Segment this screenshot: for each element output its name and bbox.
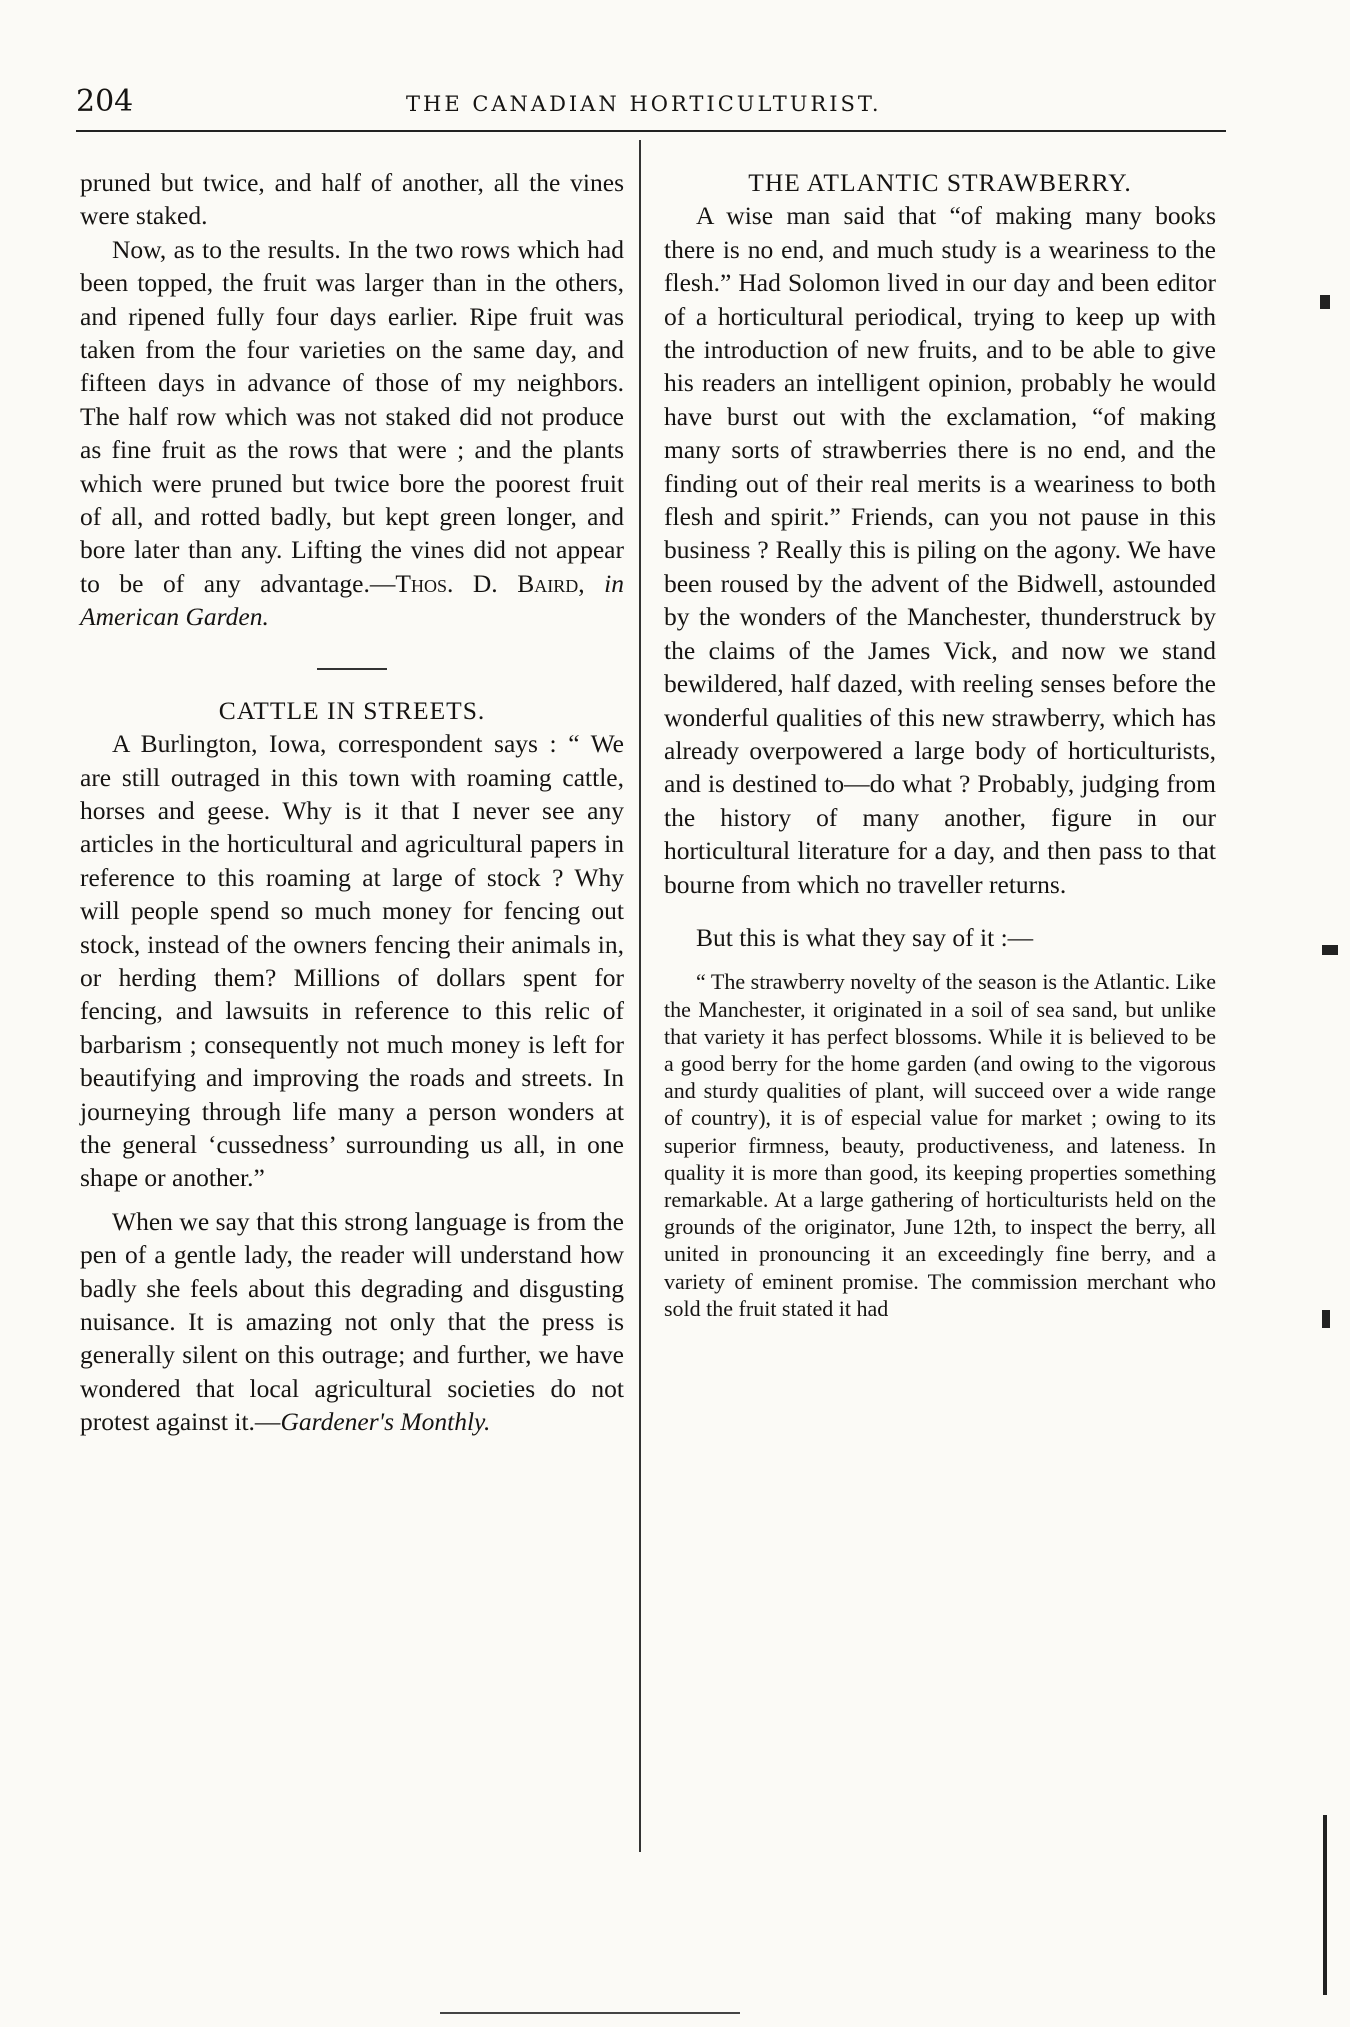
source-citation: in American Garden. xyxy=(80,568,624,632)
margin-mark xyxy=(1322,1310,1330,1328)
header-rule xyxy=(76,130,1226,132)
paragraph-text: Now, as to the results. In the two rows which had been topped, the fruit was larger than in the others, and ripened fully four days earlier. Ripe fruit was taken from the four varieties on the same day, and fifteen days in advance of those of my neighbors. The half row which was not staked did not produce as fine fruit as the rows that were ; and the plants which were pruned but twice bore the poorest fruit of all, and rotted badly, but kept green longer, and bore later than any. Lifting the vines did not appear to be of any advantage.— xyxy=(80,234,624,598)
paragraph: A Burlington, Iowa, correspondent says : “ We are still outraged in this town with roaming cattle, horses and geese. Why is it that I never see any articles in the horticultural and agricultural papers in reference to this roaming at large of stock ? Why will people spend so much money for fencing out stock, instead of the owners fencing their animals in, or herding them? Millions of dollars spent for fencing, and lawsuits in reference to this relic of barbarism ; consequently not much money is left for beautifying and improving the roads and streets. In journeying through life many a person wonders at the general ‘cussedness’ surrounding us all, in one shape or another.” xyxy=(80,729,624,1193)
left-column xyxy=(80,166,624,1439)
paragraph: A wise man said that “of making many books there is no end, and much study is a weariness to the flesh.” Had Solomon lived in our day and been editor of a horticultural periodical, trying to keep up with the introduction of new fruits, and to be able to give his readers an intelligent opinion, probably he would have burst out with the exclamation, “of making many sorts of strawberries there is no end, and the finding out of their real merits is a weariness to both flesh and spirit.” Friends, can you not pause in this business ? Really this is piling on the agony. We have been roused by the advent of the Bidwell, astounded by the wonders of the Manchester, thunderstruck by the claims of the James Vick, and now we stand bewildered, half dazed, with reeling senses before the wonderful qualities of this new strawberry, which has already overpowered a large body of horticulturists, and is destined to—do what ? Probably, judging from the history of many another, figure in our horticultural literature for a day, and then pass to that bourne from which no traveller returns. xyxy=(664,201,1216,899)
bottom-rule xyxy=(440,2012,740,2014)
paragraph: But this is what they say of it :— xyxy=(696,922,1034,952)
section-heading: THE ATLANTIC STRAWBERRY. xyxy=(748,168,1132,197)
paragraph xyxy=(80,233,624,634)
page-header xyxy=(76,84,1226,124)
column-divider xyxy=(639,140,641,1852)
author-name: Thos. D. Baird, xyxy=(395,568,585,598)
paragraph-text: When we say that this strong language is from the pen of a gentle lady, the reader will understand how badly she feels about this degrading and disgusting nuisance. It is amazing not only that the press is generally silent on this outrage; and further, we have wondered that local agricultural societies do not protest against it.— xyxy=(80,1206,624,1437)
section-divider xyxy=(317,668,387,670)
margin-mark xyxy=(1320,295,1330,309)
page-number: 204 xyxy=(76,84,134,119)
source-citation: Gardener's Monthly. xyxy=(280,1407,491,1437)
section-heading: CATTLE IN STREETS. xyxy=(218,695,486,725)
paragraph: pruned but twice, and half of another, all the vines were staked. xyxy=(80,168,624,231)
running-title: THE CANADIAN HORTICULTURIST. xyxy=(406,92,882,116)
quoted-passage: “ The strawberry novelty of the season is the Atlantic. Like the Manchester, it originated in a soil of sea sand, but unlike that variety it has perfect blossoms. While it is believed to be a good berry for the home garden (and owing to the vigorous and sturdy qualities of plant, will succeed over a wide range of country), it is of especial value for market ; owing to its superior firmness, beauty, productiveness, and lateness. In quality it is more than good, its keeping properties something remarkable. At a large gathering of horticulturists held on the grounds of the originator, June 12th, to inspect the berry, all united in pronouncing it an exceedingly fine berry, and a variety of eminent promise. The commission merchant who sold the fruit stated it had xyxy=(664,969,1216,1321)
right-column xyxy=(664,166,1216,1322)
margin-mark xyxy=(1323,1815,1327,1995)
paragraph xyxy=(80,1205,624,1439)
margin-mark xyxy=(1322,945,1338,955)
